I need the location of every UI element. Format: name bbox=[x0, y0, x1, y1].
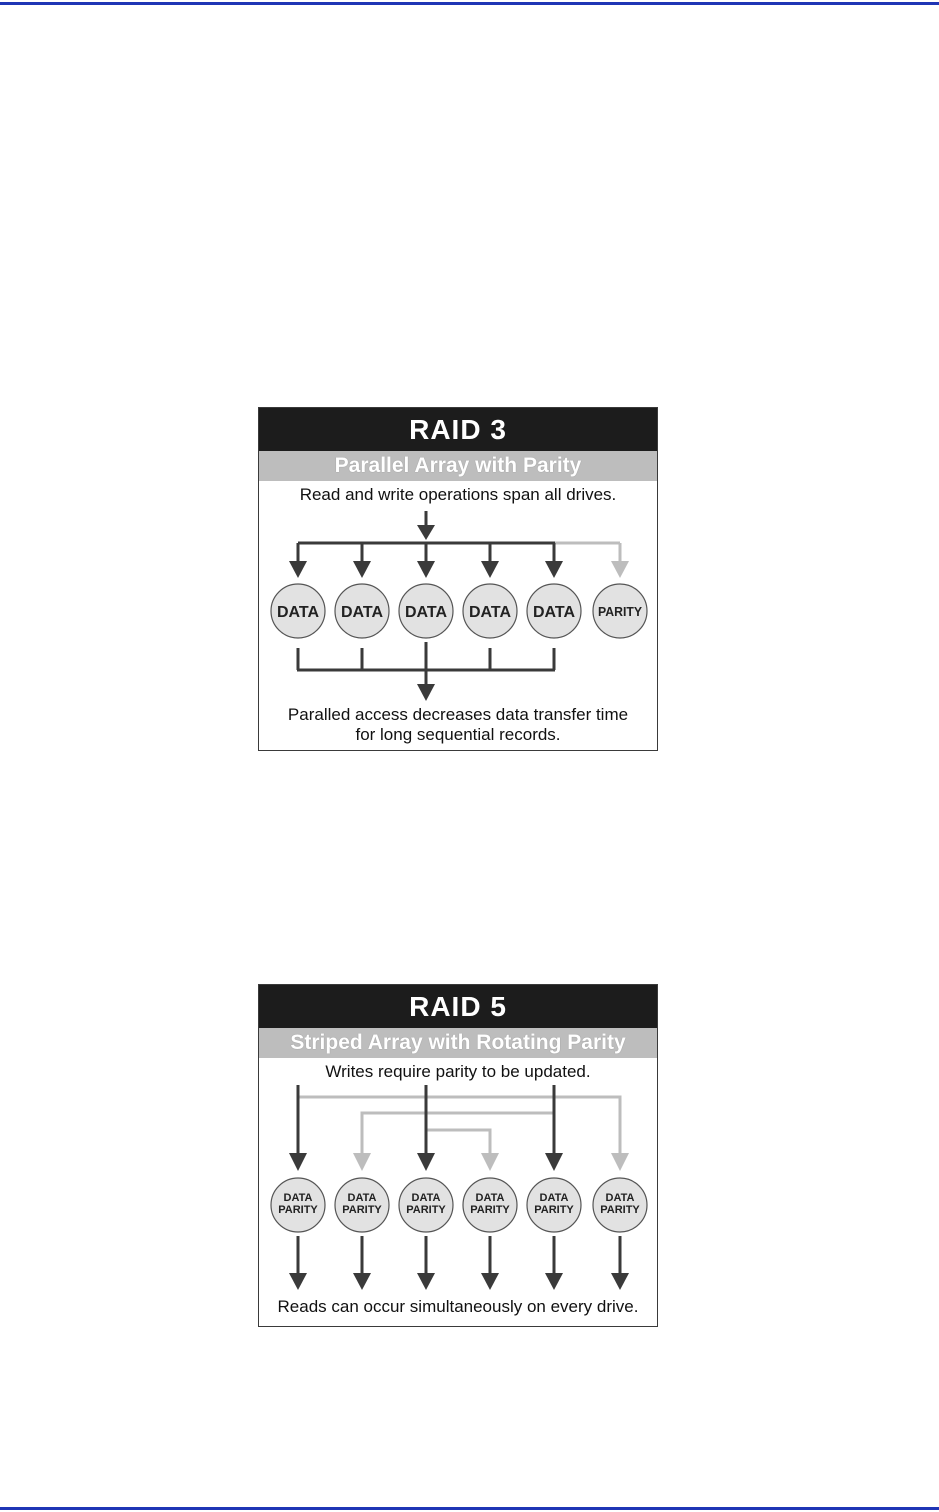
raid3-drive-label: DATA bbox=[468, 604, 512, 621]
raid5-drive-label-top: DATA bbox=[605, 1192, 635, 1204]
raid3-title: RAID 3 bbox=[259, 408, 657, 451]
raid3-drives bbox=[271, 584, 647, 638]
bottom-rule bbox=[0, 1507, 939, 1510]
raid3-top-caption: Read and write operations span all drives. bbox=[299, 485, 617, 504]
raid3-drive-3 bbox=[399, 584, 453, 638]
raid5-drive-label-top: DATA bbox=[411, 1192, 441, 1204]
raid3-drive-label: DATA bbox=[404, 604, 448, 621]
raid3-arrow-1 bbox=[289, 543, 307, 578]
top-rule bbox=[0, 2, 939, 5]
raid3-arrow-2 bbox=[353, 543, 371, 578]
raid5-drive-2 bbox=[335, 1178, 389, 1232]
raid5-drive-label-bottom: PARITY bbox=[278, 1204, 318, 1216]
raid5-write-arrowheads bbox=[289, 1153, 629, 1171]
raid5-title: RAID 5 bbox=[259, 985, 657, 1028]
raid5-drives bbox=[271, 1178, 647, 1232]
raid5-drive-6 bbox=[593, 1178, 647, 1232]
raid5-subtitle: Striped Array with Rotating Parity bbox=[259, 1028, 657, 1058]
raid3-input-arrow bbox=[417, 511, 435, 540]
raid5-drive-label-bottom: PARITY bbox=[600, 1204, 640, 1216]
raid5-drive-label-bottom: PARITY bbox=[342, 1204, 382, 1216]
raid5-drive-label-bottom: PARITY bbox=[534, 1204, 574, 1216]
raid3-arrow-6 bbox=[611, 543, 629, 578]
raid3-flow-graphic bbox=[259, 408, 659, 752]
raid3-drive-1 bbox=[271, 584, 325, 638]
raid5-read-arrow-3 bbox=[417, 1236, 435, 1290]
raid3-drive-2 bbox=[335, 584, 389, 638]
raid3-drive-4 bbox=[463, 584, 517, 638]
raid5-read-arrow-4 bbox=[481, 1236, 499, 1290]
raid3-arrow-3 bbox=[417, 543, 435, 578]
raid3-drive-6 bbox=[593, 584, 647, 638]
raid5-read-arrows bbox=[289, 1236, 629, 1290]
raid3-output-arrow bbox=[417, 684, 435, 701]
raid3-arrow-5 bbox=[545, 543, 563, 578]
raid5-drive-4 bbox=[463, 1178, 517, 1232]
raid5-drive-label-top: DATA bbox=[283, 1192, 313, 1204]
raid5-drive-label-bottom: PARITY bbox=[470, 1204, 510, 1216]
raid5-drive-5 bbox=[527, 1178, 581, 1232]
raid3-collection-lines bbox=[297, 642, 555, 701]
raid5-read-arrow-6 bbox=[611, 1236, 629, 1290]
raid3-drive-5 bbox=[527, 584, 581, 638]
raid3-bottom-caption-line1: Paralled access decreases data transfer time bbox=[287, 705, 629, 724]
raid5-drive-label-bottom: PARITY bbox=[406, 1204, 446, 1216]
raid5-read-arrow-1 bbox=[289, 1236, 307, 1290]
raid5-read-arrow-5 bbox=[545, 1236, 563, 1290]
raid5-drive-label-top: DATA bbox=[539, 1192, 569, 1204]
raid5-parity-routes bbox=[298, 1097, 620, 1157]
raid5-drive-3 bbox=[399, 1178, 453, 1232]
raid3-diagram bbox=[258, 407, 658, 751]
raid5-drive-1 bbox=[271, 1178, 325, 1232]
raid5-flow-graphic bbox=[259, 985, 659, 1328]
raid3-arrow-4 bbox=[481, 543, 499, 578]
raid5-drive-label-top: DATA bbox=[347, 1192, 377, 1204]
raid5-read-arrow-2 bbox=[353, 1236, 371, 1290]
raid3-drive-label: DATA bbox=[340, 604, 384, 621]
raid3-drive-label: DATA bbox=[276, 604, 320, 621]
raid3-drive-arrows bbox=[289, 543, 629, 578]
raid5-drive-label-top: DATA bbox=[475, 1192, 505, 1204]
raid3-drive-label: PARITY bbox=[598, 604, 643, 619]
raid3-drive-label: DATA bbox=[532, 604, 576, 621]
raid3-bottom-caption-line2: for long sequential records. bbox=[355, 725, 561, 744]
raid5-diagram bbox=[258, 984, 658, 1327]
raid5-top-caption: Writes require parity to be updated. bbox=[325, 1062, 591, 1081]
raid5-bottom-caption: Reads can occur simultaneously on every drive. bbox=[277, 1297, 639, 1316]
raid3-subtitle: Parallel Array with Parity bbox=[259, 451, 657, 481]
